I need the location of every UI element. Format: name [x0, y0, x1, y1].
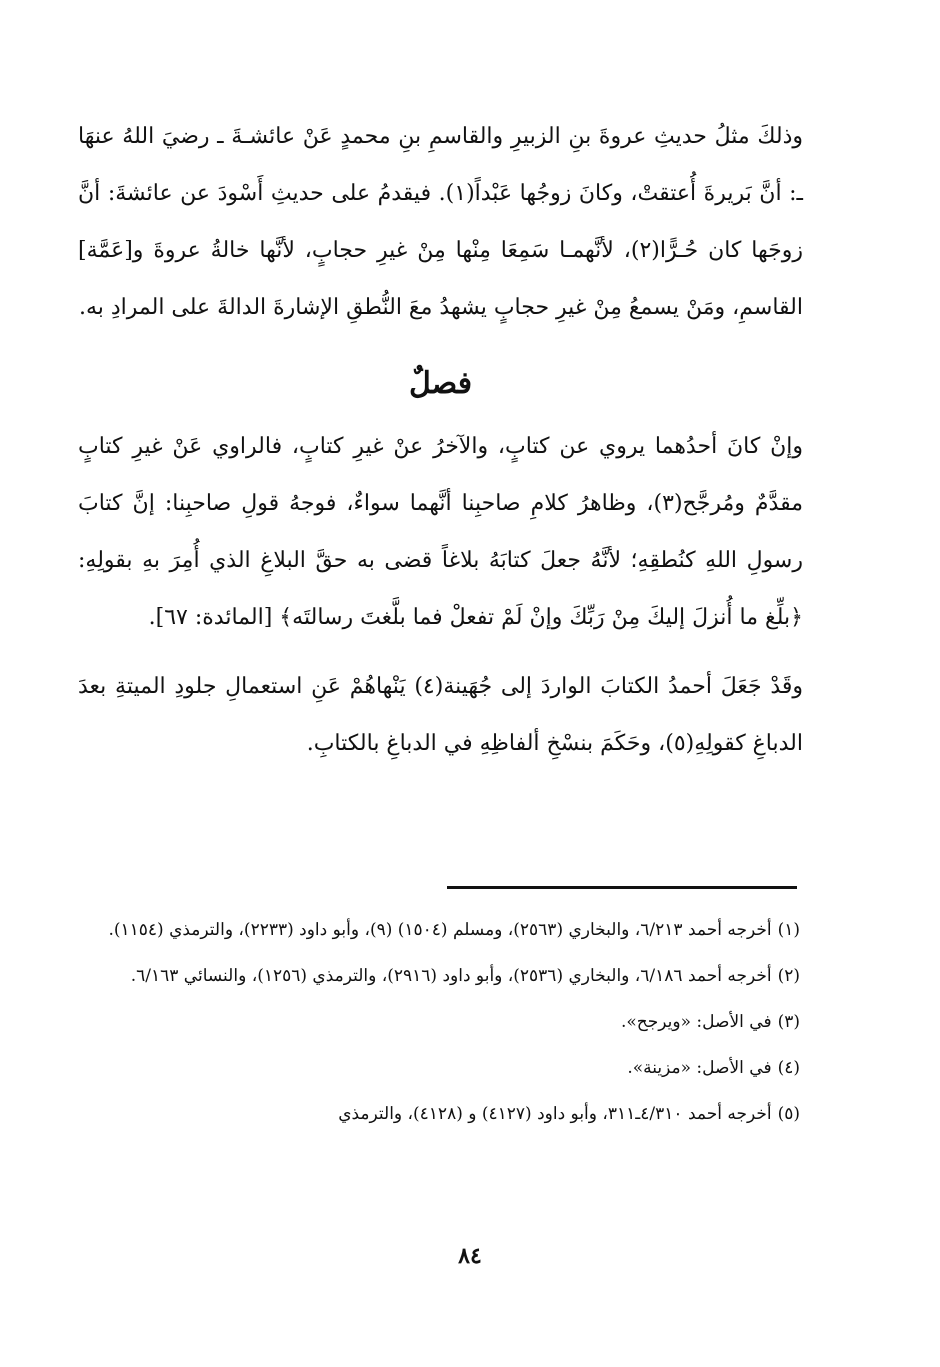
footnote-text: أخرجه أحمد ٦/٢١٣، والبخاري (٢٥٦٣)، ومسلم (١٥٠٤) (٩)، وأبو داود (٢٢٣٣)، والترمذي (١١٥٤). [108, 920, 772, 940]
body-paragraph-3: وقَدْ جَعَلَ أحمدُ الكتابَ الواردَ إلى جُهَينة(٤) يَنْهاهُمْ عَنِ استعمالِ جلودِ الميتةِ بعدَ الدباغِ كقولِهِ(٥)، وحَكَمَ بنسْخِ ألفاظِهِ في الدباغِ بالكتابِ. [78, 674, 804, 756]
footnote-number: (١) [777, 920, 800, 940]
section-heading: فصلٌ [408, 366, 473, 401]
footnote-1 [82, 910, 800, 951]
footnote-text: أخرجه أحمد ٦/١٨٦، والبخاري (٢٥٣٦)، وأبو داود (٢٩١٦)، والترمذي (١٢٥٦)، والنسائي ٦/١٦٣. [130, 966, 772, 986]
footnote-text: في الأصل: «مزينة». [627, 1058, 772, 1078]
body-paragraph-1: وذلكَ مثلُ حديثِ عروةَ بنِ الزبيرِ والقاسمِ بنِ محمدٍ عَنْ عائشـةَ ـ رضيَ اللهُ عنهَا ـ: أنَّ بَريرةَ أُعتقتْ، وكانَ زوجُها عَبْداً(١). فيقدمُ على حديثِ أَسْودَ عن عائشةَ: أنَّ زوجَها كان حُـرًّا(٢)، لأنَّهمـا سَمِعَا مِنْها مِنْ غيرِ حجابٍ، لأنَّها خالةُ عروةَ و[عَمَّة] القاسمِ، ومَنْ يسمعُ مِنْ غيرِ حجابٍ يشهدُ معَ النُّطقِ الإشارةَ الدالةَ على المرادِ به. [78, 124, 803, 320]
footnote-text: في الأصل: «ويرجح». [621, 1012, 772, 1032]
footnote-number: (٥) [777, 1104, 800, 1124]
footnote-2 [82, 956, 800, 997]
footnote-5 [82, 1094, 800, 1135]
footnote-text: أخرجه أحمد ٤/٣١٠ـ٣١١، وأبو داود (٤١٢٧) و (٤١٢٨)، والترمذي [338, 1104, 772, 1124]
footnotes-block [82, 910, 800, 1140]
footnote-divider [447, 886, 797, 889]
footnote-number: (٣) [777, 1012, 800, 1032]
footnote-4 [82, 1048, 800, 1089]
footnote-number: (٢) [777, 966, 800, 986]
body-paragraph-2: وإنْ كانَ أحدُهما يروي عن كتابٍ، والآخرُ عنْ غيرِ كتابٍ، فالراوي عَنْ غيرِ كتابٍ مقدَّمٌ ومُرجَّح(٣)، وظاهرُ كلامِ صاحبِنا أنَّهما سواءٌ، فوجهُ قولِ صاحبِنا: إنَّ كتابَ رسولِ اللهِ كنُطقِهِ؛ لأنَّهُ جعلَ كتابَهُ بلاغاً قضى به حقَّ البلاغِ الذي أُمِرَ بهِ بقولِهِ: ﴿بلِّغ ما أُنزلَ إليكَ مِنْ رَبِّكَ وإنْ لَمْ تفعلْ فما بلَّغتَ رسالتَه﴾ [المائدة: ٦٧]. [78, 434, 804, 630]
footnote-3 [82, 1002, 800, 1043]
footnote-number: (٤) [777, 1058, 800, 1078]
page-number: ٨٤ [458, 1243, 482, 1269]
main-text-block [78, 108, 803, 772]
